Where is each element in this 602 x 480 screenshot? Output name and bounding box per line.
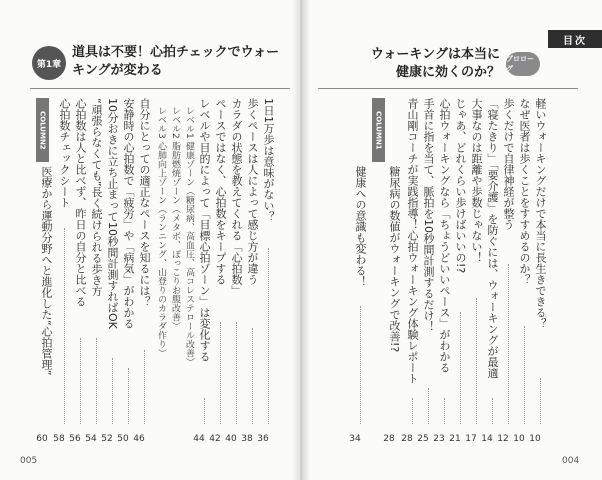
book-gutter (292, 0, 310, 480)
column-badge: COLUMN1 (372, 98, 385, 162)
folio-right: 004 (562, 456, 580, 466)
mokuji-tab: 目次 (548, 30, 602, 48)
chapter-badge: 第1章 (32, 46, 66, 80)
prologue-heading: ウォーキングは本当に健康に効くのか？ (370, 47, 500, 80)
folio-left: 005 (20, 456, 38, 466)
book-spread: 目次 第1章 道具は不要！心拍チェックでウォーキングが変わる プロローグ ウォーキングは本当に健康に効くのか？ 1日1万歩は意味がない？ 36 歩くペースは人によって感じ方が違う 38 カラダの状態を教えてくれる「心拍数」 40 ペースではなく、心拍数をキープする 42 レベルや目的によって「目標心拍ゾーン」は変化する 44 レベル1 健康ゾーン（糖尿病、高血圧、高コレステロール改善） レベル2 脂肪燃焼ゾーン（メタボ、ぽっこりお腹改善） レベル3 心肺向上ゾーン（ランニング、山登りのカラダ作り） 自分にとっての適正なペースを知るには？ 46 安静時の心拍数で「疲労」や「病気」がわかる 50 10分おきに立ち止まって10秒間計測すればOK 52 “頑張らなくても”長く続けられる歩き方 54 心拍数は人と比べず、昨日の自分と比べる 56 心拍数チェックシート 58 COLUMN2 医療から運動分野へと進化した“心拍管理” 60 軽いウォーキングだけで本当に長生きできる？ 10 なぜ医者は歩くことをすすめるのか？ 10 歩くだけで自律神経が整う 12 「寝たきり」「要介護」を防ぐには、ウォーキングが最適 14 大事なのは距離や歩数じゃない！ 17 じゃあ、どれくらい歩けばいいの!? 21 心拍ウォーキングなら「ちょうどいいペース」がわかる 23 手首に指を当て、脈拍を10秒間計測するだけ！ 25 青山剛コーチが実践指導！心拍ウォーキング体験レポート 28 COLUMN1 糖尿病の数値がウォーキングで改善!? 28 健康への意識も変わる！ 34 005 004 (0, 0, 602, 480)
column-badge: COLUMN2 (36, 98, 49, 162)
chapter-heading: 道具は不要！心拍チェックでウォーキングが変わる (72, 45, 280, 78)
heading-rule-left (30, 88, 290, 89)
heading-rule-right (318, 88, 578, 89)
prologue-badge: プロローグ (506, 52, 540, 76)
